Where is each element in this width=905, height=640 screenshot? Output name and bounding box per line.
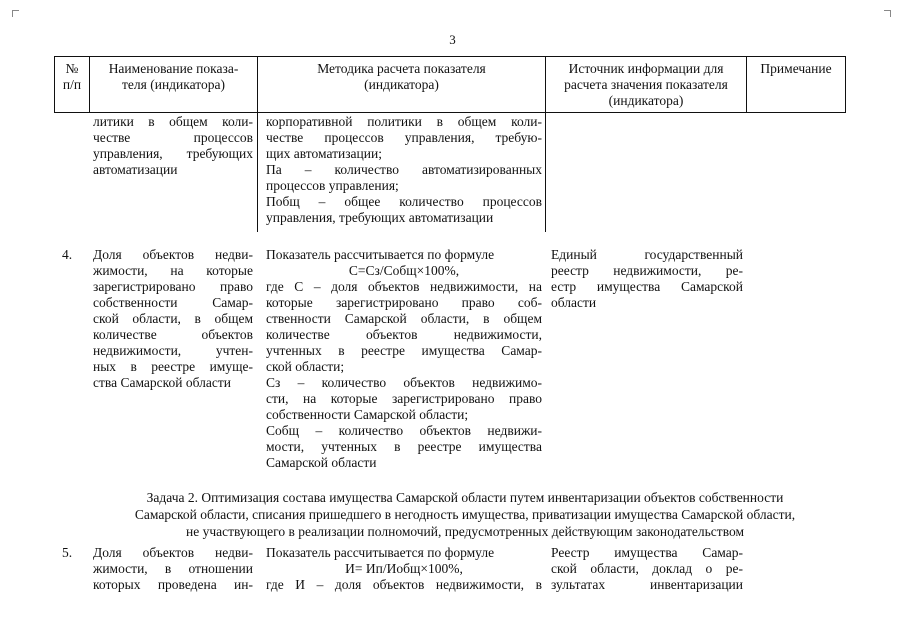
- page-number: 3: [449, 32, 456, 47]
- header-name: Наименование показа- теля (индикатора): [108, 61, 239, 92]
- row5-method-cell: Показатель рассчитывается по формуле И= Ип/Иобщ×100%, где И – доля объектов недвижимости, в: [266, 545, 542, 592]
- cont-name-cell: литики в общем коли- честве процессов управления, требующих автоматизации: [93, 114, 253, 177]
- row4-source-cell: Единый государственный реестр недвижимости, ре- естр имущества Самарской области: [551, 247, 743, 310]
- row5-name-cell: Доля объектов недви- жимости, в отношении которых проведена ин-: [93, 545, 253, 592]
- header-source: Источник информации для расчета значения показателя (индикатора): [564, 61, 728, 108]
- table-header-bottom-border: [54, 112, 845, 113]
- header-method: Методика расчета показателя (индикатора): [317, 61, 486, 92]
- scan-corner-mark-right: [884, 10, 891, 17]
- row5-source-cell: Реестр имущества Самар- ской области, доклад о ре- зультатах инвентаризации: [551, 545, 743, 592]
- cont-method-cell: корпоративной политики в общем коли- честве процессов управления, требую- щих автоматизации; Па – количество автоматизированных процессов управления; Побщ – общее количество процессов управления, требующих автоматизации: [266, 114, 542, 225]
- col-divider-name-cont: [257, 112, 258, 232]
- scan-corner-mark-left: [12, 10, 19, 17]
- row4-method-cell: Показатель рассчитывается по формуле С=Сз/Собщ×100%, где С – доля объектов недвижимости, на которые зарегистрировано право соб- ственности Самарской области, в общем количестве объектов недвижимости, учтенных в реестре имущества Самар- ской области; Сз – количество объектов недвижимо- сти, на которые зарегистрировано право собственности Самарской области; Собщ – количество объектов недвижи- мости, учтенных в реестре имущества Самарской области: [266, 247, 542, 470]
- table-top-border: [54, 56, 845, 57]
- table-right-border: [845, 56, 846, 113]
- row5-num: 5.: [62, 545, 73, 560]
- task-2-heading: Задача 2. Оптимизация состава имущества Самарской области путем инвентаризации объектов собственности Самарской области, списания пришедшего в негодность имущества, приватизации имущества Самарской области, не участвующего в реализации полномочий, предусмотренных действующим законодательством: [134, 490, 796, 539]
- header-note: Примечание: [760, 61, 832, 76]
- row4-num: 4.: [62, 247, 73, 262]
- header-num: № п/п: [62, 61, 82, 92]
- col-divider-method-cont: [545, 112, 546, 232]
- row4-name-cell: Доля объектов недви- жимости, на которые зарегистрировано право собственности Самар- ской области, в общем количестве объектов недвижимости, учтен- ных в реестре имуще- ства Самарской области: [93, 247, 253, 390]
